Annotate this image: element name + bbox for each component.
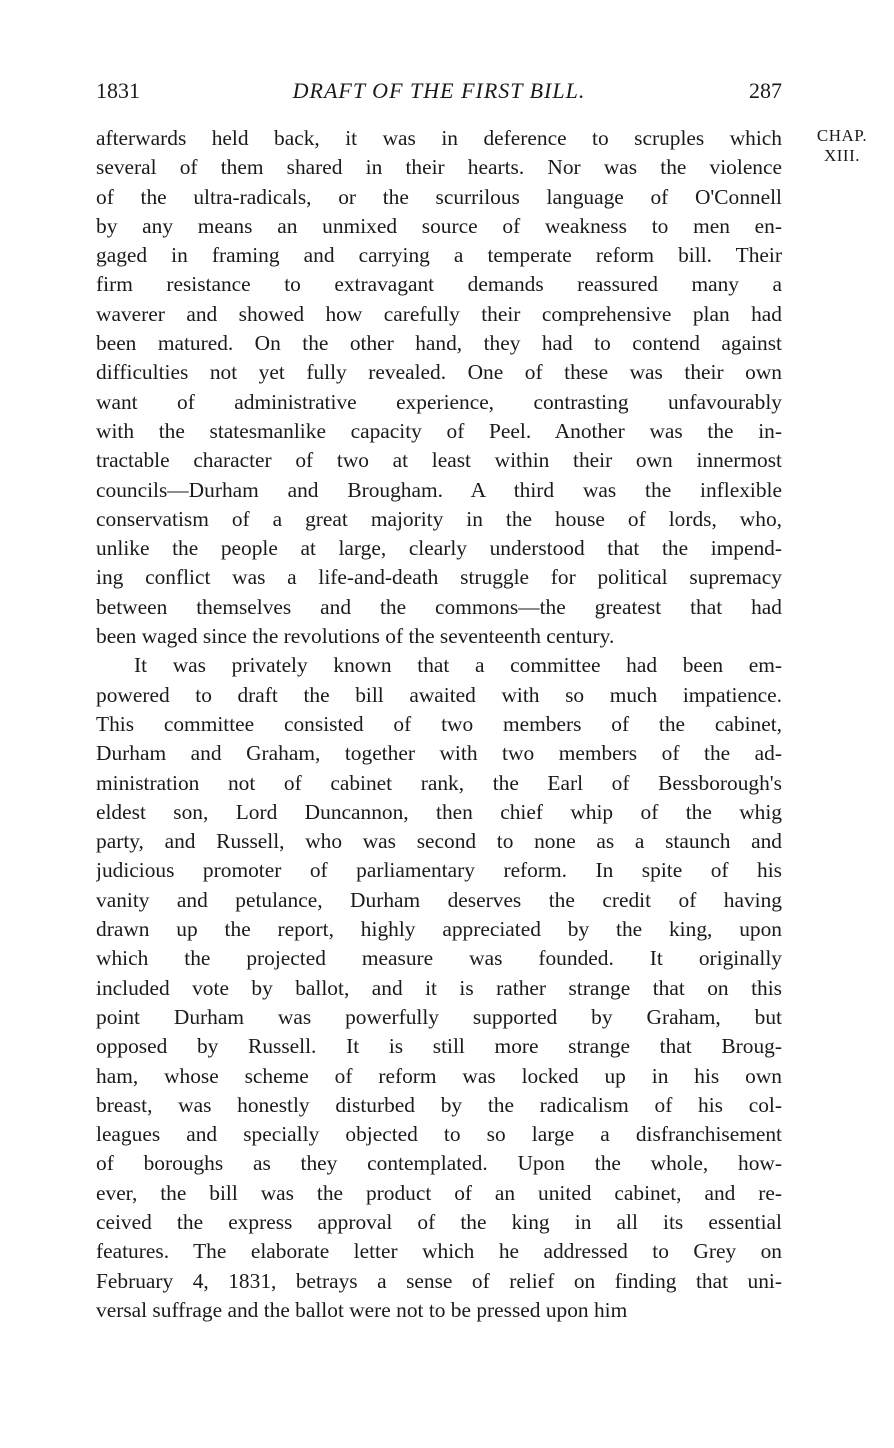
text-line: leagues and specially objected to so large a disfranchisement <box>96 1122 782 1147</box>
text-line: judicious promoter of parliamentary reform. In spite of his <box>96 858 782 883</box>
text-line: unlike the people at large, clearly understood that the impend- <box>96 536 782 561</box>
text-line: waverer and showed how carefully their comprehensive plan had <box>96 301 782 326</box>
text-line: Durham and Graham, together with two members of the ad- <box>96 741 782 766</box>
text-line: features. The elaborate letter which he addressed to Grey on <box>96 1239 782 1264</box>
text-line: several of them shared in their hearts. Nor was the violence <box>96 155 782 180</box>
text-line: between themselves and the commons—the greatest that had <box>96 594 782 619</box>
text-line: ministration not of cabinet rank, the Earl of Bessborough's <box>96 770 782 795</box>
paragraph-1 <box>96 124 782 651</box>
text-line: firm resistance to extravagant demands reassured many a <box>96 272 782 297</box>
text-line: councils—Durham and Brougham. A third was the inflexible <box>96 477 782 502</box>
running-title: DRAFT OF THE FIRST BILL. <box>292 78 586 103</box>
text-line: February 4, 1831, betrays a sense of relief on finding that uni- <box>96 1268 782 1293</box>
text-line: with the statesmanlike capacity of Peel. Another was the in- <box>96 418 782 443</box>
text-line: ever, the bill was the product of an united cabinet, and re- <box>96 1180 782 1205</box>
text-line: opposed by Russell. It is still more strange that Broug- <box>96 1034 782 1059</box>
text-line: versal suffrage and the ballot were not to be pressed upon him <box>96 1297 628 1322</box>
text-line: party, and Russell, who was second to none as a staunch and <box>96 829 782 854</box>
text-line: ceived the express approval of the king in all its essential <box>96 1209 782 1234</box>
text-line: It was privately known that a committee had been em- <box>134 653 782 678</box>
text-line: been matured. On the other hand, they had to contend against <box>96 331 782 356</box>
header-year: 1831 <box>96 78 140 103</box>
text-line: ham, whose scheme of reform was locked up in his own <box>96 1063 782 1088</box>
text-line: afterwards held back, it was in deference to scruples which <box>96 126 782 150</box>
body-text <box>96 124 782 1325</box>
text-line: breast, was honestly disturbed by the radicalism of his col- <box>96 1092 782 1117</box>
text-line: This committee consisted of two members of the cabinet, <box>96 711 782 736</box>
text-line: point Durham was powerfully supported by Graham, but <box>96 1004 782 1029</box>
text-line: of boroughs as they contemplated. Upon the whole, how- <box>96 1151 782 1176</box>
text-line: conservatism of a great majority in the house of lords, who, <box>96 506 782 531</box>
text-line: drawn up the report, highly appreciated by the king, upon <box>96 917 782 942</box>
text-line: of the ultra-radicals, or the scurrilous language of O'Connell <box>96 184 782 209</box>
running-header <box>96 74 782 108</box>
text-line: powered to draft the bill awaited with so much impatience. <box>96 682 782 707</box>
text-line: gaged in framing and carrying a temperate reform bill. Their <box>96 243 782 268</box>
text-line: which the projected measure was founded. It originally <box>96 946 782 971</box>
text-line: difficulties not yet fully revealed. One of these was their own <box>96 360 782 385</box>
chapter-label: CHAP. <box>816 126 868 145</box>
text-line: by any means an unmixed source of weakness to men en- <box>96 213 782 238</box>
text-line: been waged since the revolutions of the seventeenth century. <box>96 624 615 649</box>
text-line: vanity and petulance, Durham deserves the credit of having <box>96 887 782 912</box>
chapter-number: XIII. <box>823 146 860 165</box>
text-line: ing conflict was a life-and-death struggle for political supremacy <box>96 565 782 590</box>
text-line: want of administrative experience, contrasting unfavourably <box>96 389 782 414</box>
page-number: 287 <box>749 78 782 103</box>
paragraph-2 <box>96 651 782 1325</box>
text-line: included vote by ballot, and it is rather strange that on this <box>96 975 782 1000</box>
text-line: eldest son, Lord Duncannon, then chief whip of the whig <box>96 799 782 824</box>
text-line: tractable character of two at least within their own innermost <box>96 448 782 473</box>
chapter-margin-note <box>802 126 882 166</box>
